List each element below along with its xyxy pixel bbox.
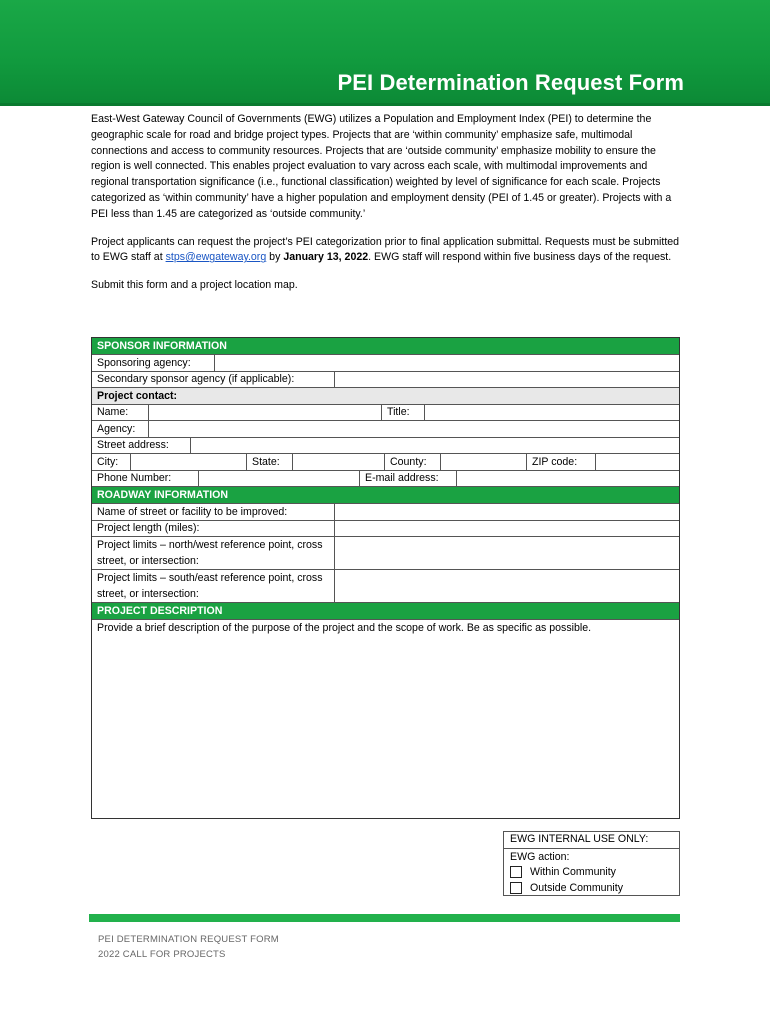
city-state-row — [92, 454, 679, 471]
secondary-sponsor-label: Secondary sponsor agency (if applicable): — [97, 373, 295, 386]
within-community-label: Within Community — [530, 866, 616, 879]
limits-se-field[interactable] — [334, 570, 679, 602]
project-length-label: Project length (miles): — [97, 522, 200, 535]
county-field[interactable] — [441, 454, 526, 470]
street-address-row — [92, 438, 679, 455]
phone-label: Phone Number: — [97, 472, 172, 485]
name-field[interactable] — [148, 405, 381, 421]
agency-row — [92, 421, 679, 438]
project-description-field[interactable] — [92, 620, 679, 818]
limits-nw-row — [92, 537, 679, 570]
ewg-internal-box — [503, 831, 680, 896]
deadline-date: January 13, 2022 — [283, 251, 369, 264]
description-prompt: Provide a brief description of the purpose of the project and the scope of work. Be as specific as possible. — [97, 622, 592, 634]
intro-paragraph-1: East-West Gateway Council of Governments (EWG) utilizes a Population and Employment Index (PEI) to determine the geographic scale for road and bridge project types. Projects that are ‘within community’ emphasize safe, multimodal connections and access to community resources. Projects that are ‘outside community’ emphasize mobility to ensure the region is well connected. This enables project evaluation to vary across each scale, with multimodal improvements and regional transportation significance (i.e., functional classification) weighted by level of significance for each scale. Projects categorized as ‘within community’ have a higher population and employment density (PEI of 1.45 or greater). Projects with a PEI less than 1.45 are categorized as ‘outside community.’ — [91, 113, 672, 220]
city-field[interactable] — [130, 454, 246, 470]
street-name-label: Name of street or facility to be improved: — [97, 505, 288, 518]
footer-line-1: PEI DETERMINATION REQUEST FORM — [98, 934, 279, 945]
roadway-section-header: ROADWAY INFORMATION — [92, 487, 679, 504]
request-form — [91, 337, 680, 819]
project-contact-label: Project contact: — [97, 389, 178, 402]
header-band — [0, 0, 770, 106]
description-section-header: PROJECT DESCRIPTION — [92, 603, 679, 620]
within-community-checkbox[interactable] — [510, 866, 522, 878]
project-contact-row — [92, 388, 679, 405]
email-link[interactable]: stps@ewgateway.org — [165, 251, 267, 264]
email-field[interactable] — [457, 471, 679, 487]
county-label: County: — [384, 454, 441, 470]
limits-se-label: Project limits – south/east reference point, cross street, or intersection: — [97, 572, 323, 600]
page-title: PEI Determination Request Form — [337, 70, 684, 95]
limits-se-row — [92, 570, 679, 603]
intro-paragraph-3: Submit this form and a project location map. — [91, 279, 298, 292]
ewg-action-label: EWG action: — [510, 850, 570, 863]
sponsoring-agency-label: Sponsoring agency: — [97, 356, 191, 369]
sponsoring-agency-row — [92, 355, 679, 372]
outside-community-option[interactable] — [504, 880, 679, 896]
intro-text — [91, 112, 681, 306]
agency-label: Agency: — [97, 422, 136, 435]
limits-nw-field[interactable] — [334, 537, 679, 569]
street-name-row — [92, 504, 679, 521]
footer-divider — [89, 914, 680, 922]
sponsoring-agency-field[interactable] — [225, 355, 679, 371]
footer — [98, 933, 279, 962]
phone-email-row — [92, 471, 679, 488]
intro-p2-by: by — [266, 251, 284, 264]
name-title-row — [92, 405, 679, 422]
phone-field[interactable] — [198, 471, 359, 487]
agency-field[interactable] — [148, 421, 679, 437]
intro-paragraph-2 — [91, 235, 681, 267]
title-field[interactable] — [425, 405, 679, 421]
city-label: City: — [97, 455, 119, 468]
state-label: State: — [246, 454, 293, 470]
street-name-field[interactable] — [334, 504, 679, 520]
zip-label: ZIP code: — [526, 454, 596, 470]
ewg-internal-header: EWG INTERNAL USE ONLY: — [504, 832, 679, 849]
project-length-field[interactable] — [334, 521, 679, 537]
secondary-sponsor-field[interactable] — [334, 372, 679, 388]
outside-community-label: Outside Community — [530, 881, 624, 894]
sponsor-section-header: SPONSOR INFORMATION — [92, 338, 679, 355]
within-community-option[interactable] — [504, 865, 679, 881]
limits-nw-label: Project limits – north/west reference point, cross street, or intersection: — [97, 539, 323, 567]
state-field[interactable] — [293, 454, 384, 470]
street-address-label: Street address: — [97, 439, 169, 452]
street-address-field[interactable] — [190, 438, 679, 454]
intro-p2-start: Project applicants can request the project’s PEI categorization prior to final application submittal. Requests must be submitted to EWG staff at — [91, 235, 680, 264]
outside-community-checkbox[interactable] — [510, 882, 522, 894]
title-label: Title: — [381, 405, 425, 421]
secondary-sponsor-row — [92, 372, 679, 389]
email-label: E-mail address: — [359, 471, 457, 487]
project-length-row — [92, 521, 679, 538]
intro-p2-end: . EWG staff will respond within five business days of the request. — [368, 251, 672, 264]
name-label: Name: — [97, 406, 129, 419]
zip-field[interactable] — [596, 454, 679, 470]
footer-line-2: 2022 CALL FOR PROJECTS — [98, 948, 226, 960]
